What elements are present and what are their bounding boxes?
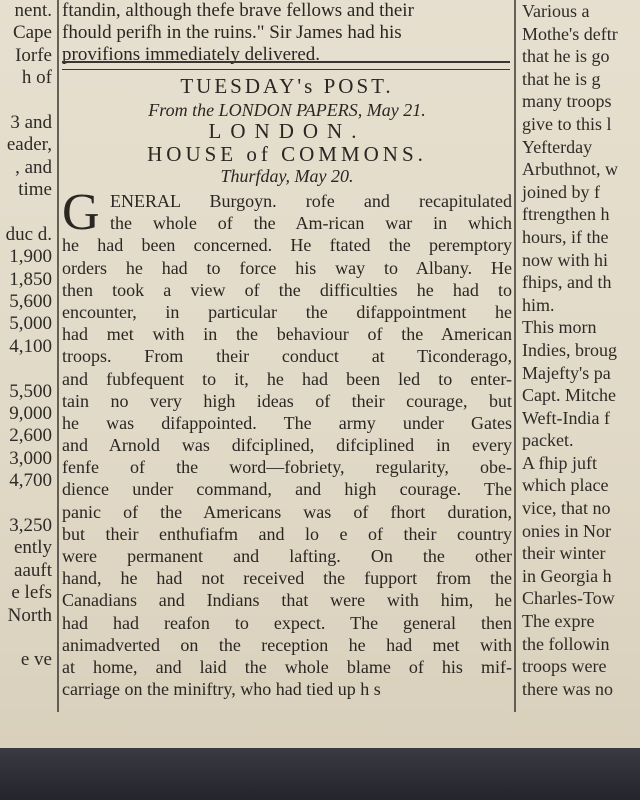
preceding-text-line: provifions immediately delivered.: [62, 44, 321, 65]
dateline-city: LONDON.: [208, 119, 366, 143]
preceding-text-line: fhould perifh in the ruins." Sir James had his: [62, 22, 402, 43]
left-column-line: 3 and: [10, 111, 52, 133]
article-line: ENERAL Burgoyn. rofe and recapitulated: [110, 191, 512, 211]
article-line: carriage on the miniftry, who had tied up h s: [62, 679, 381, 700]
article-line: and Arnold was difciplined, difciplined in every: [62, 435, 512, 456]
article-line: Canadians and Indians that were with him, he: [62, 590, 512, 611]
right-column-line: Weft-India f: [522, 407, 611, 428]
article-line: encounter, in particular the difappointment he: [62, 301, 512, 322]
right-column-line: packet.: [522, 430, 574, 451]
article-line: panic of the Americans was of fhort duration,: [62, 501, 512, 522]
left-column-line: 2,600: [9, 425, 52, 447]
right-column-line: Yefterday: [522, 136, 593, 157]
left-column-line: 3,250: [9, 514, 52, 536]
column-rule-left: [57, 0, 59, 712]
source-line: From the LONDON PAPERS, May 21.: [148, 100, 426, 120]
right-column-line: many troops: [522, 91, 612, 112]
left-column-line: [0, 90, 56, 112]
section-heading: TUESDAY's POST.: [180, 74, 394, 98]
left-column-line: e lefs: [11, 582, 52, 604]
left-column-line: aauft: [14, 559, 52, 581]
left-column-line: 5,500: [9, 380, 52, 402]
article-line: then took a view of the difficulties he had to: [62, 279, 512, 300]
right-column-line: him.: [522, 294, 555, 315]
right-column-line: Indies, broug: [522, 339, 617, 360]
left-column-line: 1,850: [9, 268, 52, 290]
background-surface: [0, 748, 640, 800]
article-line: and fubfequent to it, he had been led to enter-: [62, 368, 512, 389]
right-column-line: now with hi: [522, 249, 609, 270]
section-divider: [62, 61, 510, 70]
right-column-line: The expre: [522, 611, 595, 632]
left-column-line: 5,600: [9, 291, 52, 313]
left-column-line: e ve: [20, 649, 52, 671]
main-column: [62, 0, 512, 720]
right-column-line: which place: [522, 475, 609, 496]
left-column-line: eader,: [6, 134, 52, 156]
right-column-line: their winter: [522, 543, 606, 564]
article-line: fenfe of the word—fobriety, regularity, obe-: [62, 457, 512, 478]
left-column-line: [0, 358, 56, 380]
right-column-line: Various a: [522, 1, 590, 21]
left-column-line: [0, 493, 56, 515]
left-column-line: , and: [15, 156, 52, 178]
left-column-line: 9,000: [9, 403, 52, 425]
column-rule-right: [514, 0, 516, 712]
left-column-line: 3,000: [9, 447, 52, 469]
right-column-line: A fhip juft: [522, 452, 597, 473]
article-line: dience under command, and high courage. The: [62, 479, 512, 500]
left-column-line: Cape: [12, 22, 52, 44]
left-column-line: [0, 627, 56, 649]
right-column-line: Mothe's deftr: [522, 23, 618, 44]
right-column-line: hours, if the: [522, 226, 609, 247]
left-column: [0, 0, 56, 720]
right-column-line: troops were: [522, 656, 607, 677]
right-column-line: there was no: [522, 678, 613, 699]
right-column-line: fhips, and th: [522, 272, 612, 293]
right-column-line: in Georgia h: [522, 565, 612, 586]
left-column-line: North: [7, 604, 52, 626]
left-column-line: 1,900: [9, 246, 52, 268]
left-column-line: [0, 202, 56, 224]
article-line: had had reafon to expect. The general then: [62, 612, 512, 633]
right-column-line: the followin: [522, 633, 610, 654]
article-line: he was difappointed. The army under Gates: [62, 412, 512, 433]
article-line: at home, and laid the whole blame of his mif-: [62, 656, 512, 677]
left-column-line: nent.: [14, 0, 52, 21]
article-line: had met with in the behaviour of the American: [62, 324, 512, 345]
drop-cap: G: [62, 184, 100, 241]
right-column-line: Arbuthnot, w: [522, 159, 618, 180]
right-column-line: that he is g: [522, 68, 601, 89]
article-date: Thurfday, May 20.: [220, 166, 354, 186]
article-line: animadverted on the reception he had met with: [62, 634, 512, 655]
preceding-text-line: ftandin, although thefe brave fellows and their: [62, 0, 414, 21]
right-column-line: that he is go: [522, 46, 610, 67]
article-line: were permanent and lafting. On the other: [62, 546, 512, 566]
right-column-line: ftrengthen h: [522, 204, 610, 225]
left-column-line: duc d.: [5, 223, 52, 245]
article-line: hand, he had not received the fupport from the: [62, 568, 512, 589]
preceding-article-end: [62, 0, 512, 66]
left-column-line: Iorfe: [15, 44, 52, 66]
right-column-line: Majefty's pa: [522, 362, 611, 383]
right-column-line: vice, that no: [522, 498, 611, 519]
article-line: the whole of the Am-rican war in which: [110, 213, 512, 234]
left-column-line: h of: [21, 67, 52, 89]
right-column-line: Charles-Tow: [522, 588, 615, 609]
article-line: orders he had to force his way to Albany. He: [62, 257, 512, 278]
left-column-line: 4,100: [9, 335, 52, 357]
left-column-line: 5,000: [9, 313, 52, 335]
right-column-line: joined by f: [522, 181, 600, 202]
article-line: he had been concerned. He ftated the peremptory: [62, 235, 512, 256]
left-column-line: 4,700: [9, 470, 52, 492]
right-column: [520, 0, 640, 720]
right-column-line: This morn: [522, 317, 597, 338]
article-heading: HOUSE of COMMONS.: [147, 142, 427, 166]
article-body: [62, 184, 512, 700]
right-column-line: give to this l: [522, 113, 612, 134]
article-line: tain no very high ideas of their courage, but: [62, 390, 512, 411]
right-column-line: onies in Nor: [522, 520, 611, 541]
left-column-line: ently: [14, 537, 52, 559]
article-line: but their enthufiafm and lo e of their country: [62, 523, 512, 544]
right-column-line: Capt. Mitche: [522, 385, 616, 406]
article-line: troops. From their conduct at Ticonderago,: [62, 346, 512, 367]
left-column-line: time: [18, 179, 52, 201]
